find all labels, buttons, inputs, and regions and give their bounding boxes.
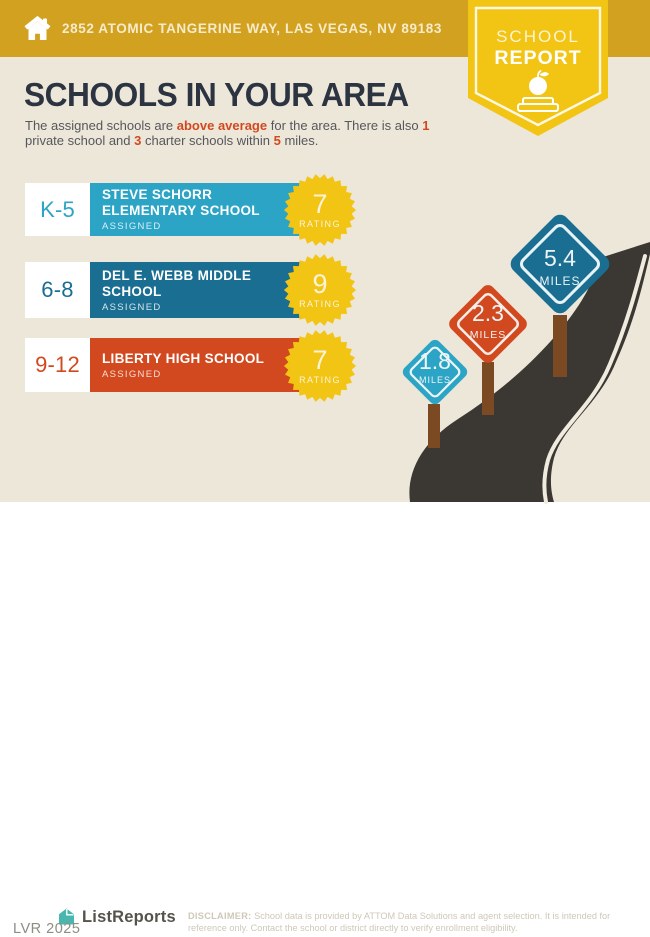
rating-badge-elementary [282, 172, 358, 248]
sign-post-near [428, 404, 440, 448]
school-report-ribbon [468, 0, 608, 140]
subtitle-part5: miles. [280, 132, 319, 148]
rating-label: RATING [299, 375, 341, 385]
home-icon [24, 15, 51, 42]
brand-name: ListReports [82, 908, 176, 926]
sign-unit: MILES [539, 274, 581, 288]
school-status: ASSIGNED [102, 368, 162, 380]
sign-distance: 1.8 [419, 348, 451, 374]
sign-post-mid [482, 362, 494, 415]
school-name-line2: SCHOOL [102, 283, 162, 299]
subtitle-part1: The assigned schools are [25, 118, 177, 133]
school-name-line1: LIBERTY HIGH SCHOOL [102, 350, 265, 366]
rating-label: RATING [299, 219, 341, 229]
sign-unit: MILES [469, 329, 507, 341]
page-title: SCHOOLS IN YOUR AREA [24, 76, 409, 113]
school-name-line1: DEL E. WEBB MIDDLE [102, 267, 252, 283]
subtitle-highlight-charter-count: 3 [134, 132, 142, 148]
subtitle [25, 119, 453, 148]
property-address: 2852 ATOMIC TANGERINE WAY, LAS VEGAS, NV 89183 [62, 21, 442, 36]
watermark: LVR 2025 [13, 921, 81, 937]
rating-badge-middle [282, 252, 358, 328]
distance-sign-2 [446, 282, 529, 365]
school-status: ASSIGNED [102, 221, 162, 232]
rating-value: 7 [312, 189, 328, 219]
subtitle-highlight-miles: 5 [273, 132, 281, 148]
ribbon-line2: REPORT [494, 47, 582, 69]
distance-sign-1 [400, 337, 469, 406]
rating-value: 7 [312, 345, 328, 375]
grade-range: 9-12 [25, 338, 90, 392]
sign-unit: MILES [418, 375, 452, 385]
subtitle-highlight-above-average: above average [176, 118, 268, 133]
disclaimer-text: School data is provided by ATTOM Data Solutions and agent selection. It is intended for reference only. Contact the school or district directly to verify enrollment eligibility. [188, 911, 611, 933]
grade-range: 6-8 [25, 262, 90, 318]
subtitle-highlight-private-count: 1 [422, 118, 430, 133]
rating-badge-high [282, 328, 358, 404]
school-name-line2: ELEMENTARY SCHOOL [102, 203, 260, 218]
sign-post-far [553, 315, 567, 377]
rating-value: 9 [312, 269, 328, 299]
sign-distance: 2.3 [472, 300, 504, 326]
rating-label: RATING [299, 299, 341, 309]
school-status: ASSIGNED [102, 301, 162, 313]
footer [0, 450, 650, 937]
subtitle-part4: charter schools within [141, 132, 274, 148]
sign-distance: 5.4 [544, 245, 576, 271]
disclaimer-label: DISCLAIMER: [188, 911, 252, 921]
school-name-line1: STEVE SCHORR [102, 187, 213, 202]
grade-range: K-5 [25, 183, 90, 236]
subtitle-part2: for the area. There is also [267, 118, 423, 133]
subtitle-part3: private school and [25, 132, 135, 148]
disclaimer [188, 911, 643, 934]
ribbon-line1: SCHOOL [496, 27, 580, 46]
